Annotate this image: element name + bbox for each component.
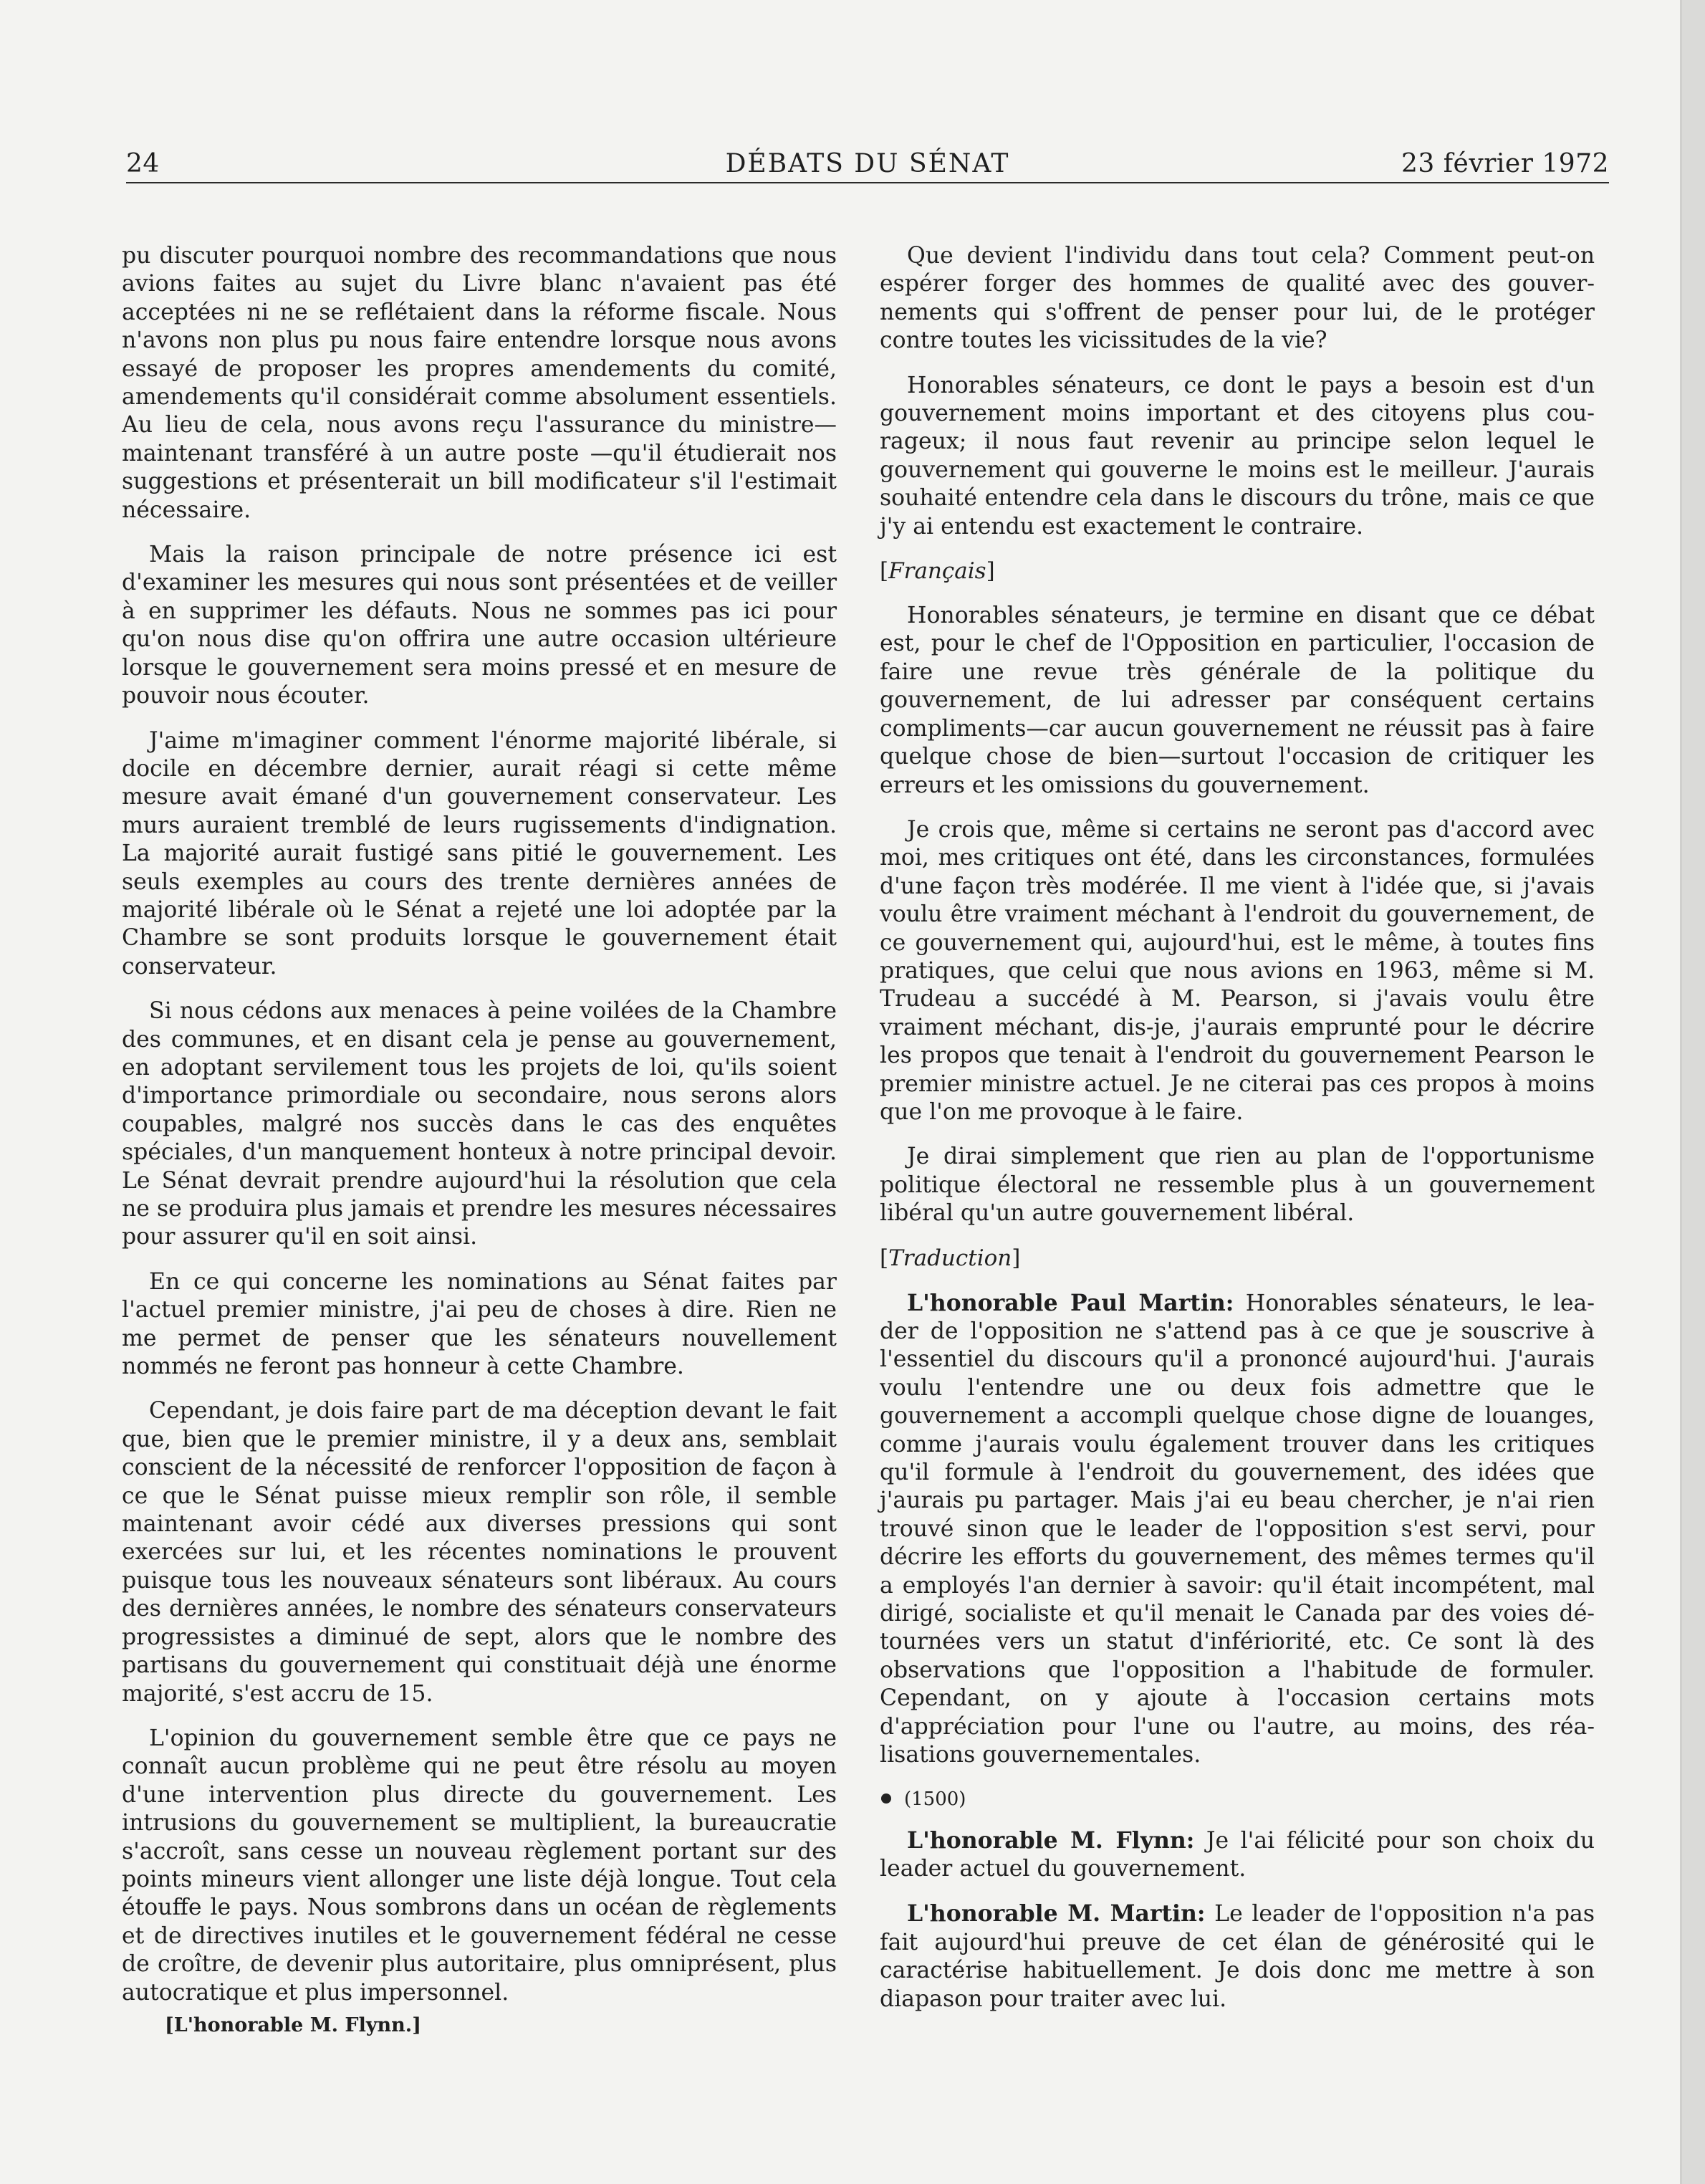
paragraph: Je dirai simplement que rien au plan de l'opportunisme politique électoral ne ressemble plus à un gouvernement libéral qu'un autre gouvernement libéral. xyxy=(880,1144,1595,1227)
speaker-name: L'honorable Paul Martin: xyxy=(907,1289,1234,1316)
page-edge xyxy=(1680,0,1705,2184)
paragraph: Si nous cédons aux menaces à peine voilées de la Chambre des communes, et en disant cela je pense au gouvernement, en adoptant servilement tous les projets de loi, qu'ils soient d'importance primordiale ou secondaire, nous serons alors coupables, malgré nos succès dans le cas des enquêtes spéciales, d'un manquement honteux à notre principal devoir. Le Sénat devrait prendre aujourd'hui la résolution que cela ne se produira plus jamais et prendre les mesures nécessaires pour assurer qu'il en soit ainsi. xyxy=(122,998,837,1250)
speech-text: Le leader de l'opposition n'a pas fait aujourd'hui preuve de cet élan de générosité qui le caractérise habituellement. Je dois donc me mettre à son diapason pour traiter avec lui. xyxy=(880,1901,1595,2012)
paragraph: Honorables sénateurs, ce dont le pays a besoin est d'un gouvernement moins important et des citoyens plus courageux; il nous faut revenir au principe selon lequel le gouvernement qui gouverne le moins est le meilleur. J'aurais souhaité entendre cela dans le discours du trône, mais ce que j'y ai entendu est exactement le contraire. xyxy=(880,372,1595,540)
time-marker xyxy=(880,1786,1595,1812)
publication-title: DÉBATS DU SÉNAT xyxy=(725,149,1010,178)
paragraph: pu discuter pourquoi nombre des recommandations que nous avions faites au sujet du Livre blanc n'avaient pas été acceptées ni ne se reflétaient dans la réforme fiscale. Nous n'avons non plus pu nous faire entendre lorsque nous avons essayé de proposer les propres amendements du comité, amendements qu'il considérait comme absolument essentiels. Au lieu de cela, nous avons reçu l'assurance du ministre—maintenant transféré à un autre poste —qu'il étudierait nos suggestions et présenterait un bill modificateur s'il l'estimait nécessaire. xyxy=(122,243,837,523)
speech-text: Je l'ai félicité pour son choix du leader actuel du gouvernement. xyxy=(880,1827,1595,1882)
language-tag-text: Français xyxy=(888,558,986,585)
paragraph: J'aime m'imaginer comment l'énorme majorité libérale, si docile en décembre dernier, aurait réagi si cette même mesure avait émané d'un gouvernement conservateur. Les murs auraient tremblé de leurs rugissements d'indignation. La majorité aurait fustigé sans pitié le gouvernement. Les seuls exemples au cours des trente dernières années de majorité libérale où le Sénat a rejeté une loi adoptée par la Chambre se sont produits lorsque le gouvernement était conservateur. xyxy=(122,727,837,980)
paragraph: Mais la raison principale de notre présence ici est d'examiner les mesures qui nous sont présentées et de veiller à en supprimer les défauts. Nous ne sommes pas ici pour qu'on nous dise qu'on offrira une autre occasion ultérieure lorsque le gouvernement sera moins pressé et en mesure de pouvoir nous écouter. xyxy=(122,542,837,709)
paragraph: Cependant, je dois faire part de ma déception devant le fait que, bien que le premier ministre, il y a deux ans, semblait conscient de la nécessité de renforcer l'opposition de façon à ce que le Sénat puisse mieux remplir son rôle, il semble maintenant avoir cédé aux diverses pressions qui sont exercées sur lui, et les récentes nominations le prouvent puisque tous les nouveaux sénateurs sont libéraux. Au cours des dernières années, le nombre des sénateurs conservateurs progressistes a diminué de sept, alors que le nombre des partisans du gouvernement qui constituait déjà une énorme majorité, s'est accru de 15. xyxy=(122,1398,837,1707)
speech-text: Honorables sénateurs, le leader de l'opposition ne s'attend pas à ce que je souscrive à l'essentiel du discours qu'il a prononcé aujourd'hui. J'aurais voulu l'entendre une ou deux fois admettre que le gouvernement a accompli quelque chose digne de louanges, comme j'aurais voulu également trouver dans les critiques qu'il formule à l'endroit du gouvernement, des idées que j'aurais pu partager. Mais j'ai eu beau chercher, je n'ai rien trouvé sinon que le leader de l'opposition s'est servi, pour décrire les efforts du gouvernement, des mêmes termes qu'il a employés l'an dernier à savoir: qu'il était incompétent, mal dirigé, socialiste et qu'il menait le Canada par des voies détournées vers un statut d'infériorité, etc. Ce sont là des observations que l'opposition a l'habitude de formuler. Cependant, on y ajoute à l'occasion certains mots d'appréciation pour l'une ou l'autre, au moins, des réalisations gouvernementales. xyxy=(880,1290,1595,1768)
publication-date: 23 février 1972 xyxy=(1401,149,1609,178)
language-tag-text: Traduction xyxy=(888,1245,1012,1271)
left-column xyxy=(122,242,837,2039)
speaker-name: L'honorable M. Martin: xyxy=(907,1900,1206,1927)
speech-paragraph xyxy=(880,1826,1595,1884)
page-header xyxy=(126,146,1609,182)
paragraph: L'opinion du gouvernement semble être que ce pays ne connaît aucun problème qui ne peut être résolu au moyen d'une intervention plus directe du gouvernement. Les intrusions du gouvernement se multiplient, la bureaucratie s'accroît, sans cesse un nouveau règlement portant sur des points mineurs vient allonger une liste déjà longue. Tout cela étouffe le pays. Nous sombrons dans un océan de règlements et de directives inutiles et le gouvernement fédéral ne cesse de croître, de devenir plus autoritaire, plus omniprésent, plus autocratique et plus impersonnel. xyxy=(122,1725,837,2006)
language-tag-francais: [Français] xyxy=(880,558,995,585)
speaker-attribution: [L'honorable M. Flynn.] xyxy=(165,2013,421,2036)
speaker-name: L'honorable M. Flynn: xyxy=(907,1826,1195,1854)
speech-paragraph xyxy=(880,1900,1595,2013)
paragraph: Que devient l'individu dans tout cela? Comment peut-on espérer forger des hommes de qualité avec des gouvernements qui s'offrent de penser pour lui, de le protéger contre toutes les vicissitudes de la vie? xyxy=(880,243,1595,354)
language-tag-traduction: [Traduction] xyxy=(880,1245,1021,1271)
speech-paragraph xyxy=(880,1289,1595,1770)
page-number: 24 xyxy=(126,149,160,178)
bullet-icon xyxy=(881,1793,891,1804)
header-rule xyxy=(126,182,1609,183)
right-column xyxy=(880,242,1595,2030)
paragraph: En ce qui concerne les nominations au Sénat faites par l'actuel premier ministre, j'ai peu de choses à dire. Rien ne me permet de penser que les sénateurs nouvellement nommés ne feront pas honneur à cette Chambre. xyxy=(122,1268,837,1380)
paragraph: Honorables sénateurs, je termine en disant que ce débat est, pour le chef de l'Opposition en particulier, l'occasion de faire une revue très générale de la politique du gouvernement, de lui adresser par conséquent certains compliments—car aucun gouvernement ne réussit pas à faire quelque chose de bien—surtout l'occasion de critiquer les erreurs et les omissions du gouvernement. xyxy=(880,603,1595,798)
time-marker-text: (1500) xyxy=(904,1788,966,1810)
paragraph: Je crois que, même si certains ne seront pas d'accord avec moi, mes critiques ont été, dans les circonstances, formulées d'une façon très modérée. Il me vient à l'idée que, si j'avais voulu être vraiment méchant à l'endroit du gouvernement, de ce gouvernement qui, aujourd'hui, est le même, à toutes fins pratiques, que celui que nous avions en 1963, même si M. Trudeau a succédé à M. Pearson, si j'avais voulu être vraiment méchant, dis-je, j'aurais emprunté pour le décrire les propos que tenait à l'endroit du gouvernement Pearson le premier ministre actuel. Je ne citerai pas ces propos à moins que l'on me provoque à le faire. xyxy=(880,816,1595,1125)
